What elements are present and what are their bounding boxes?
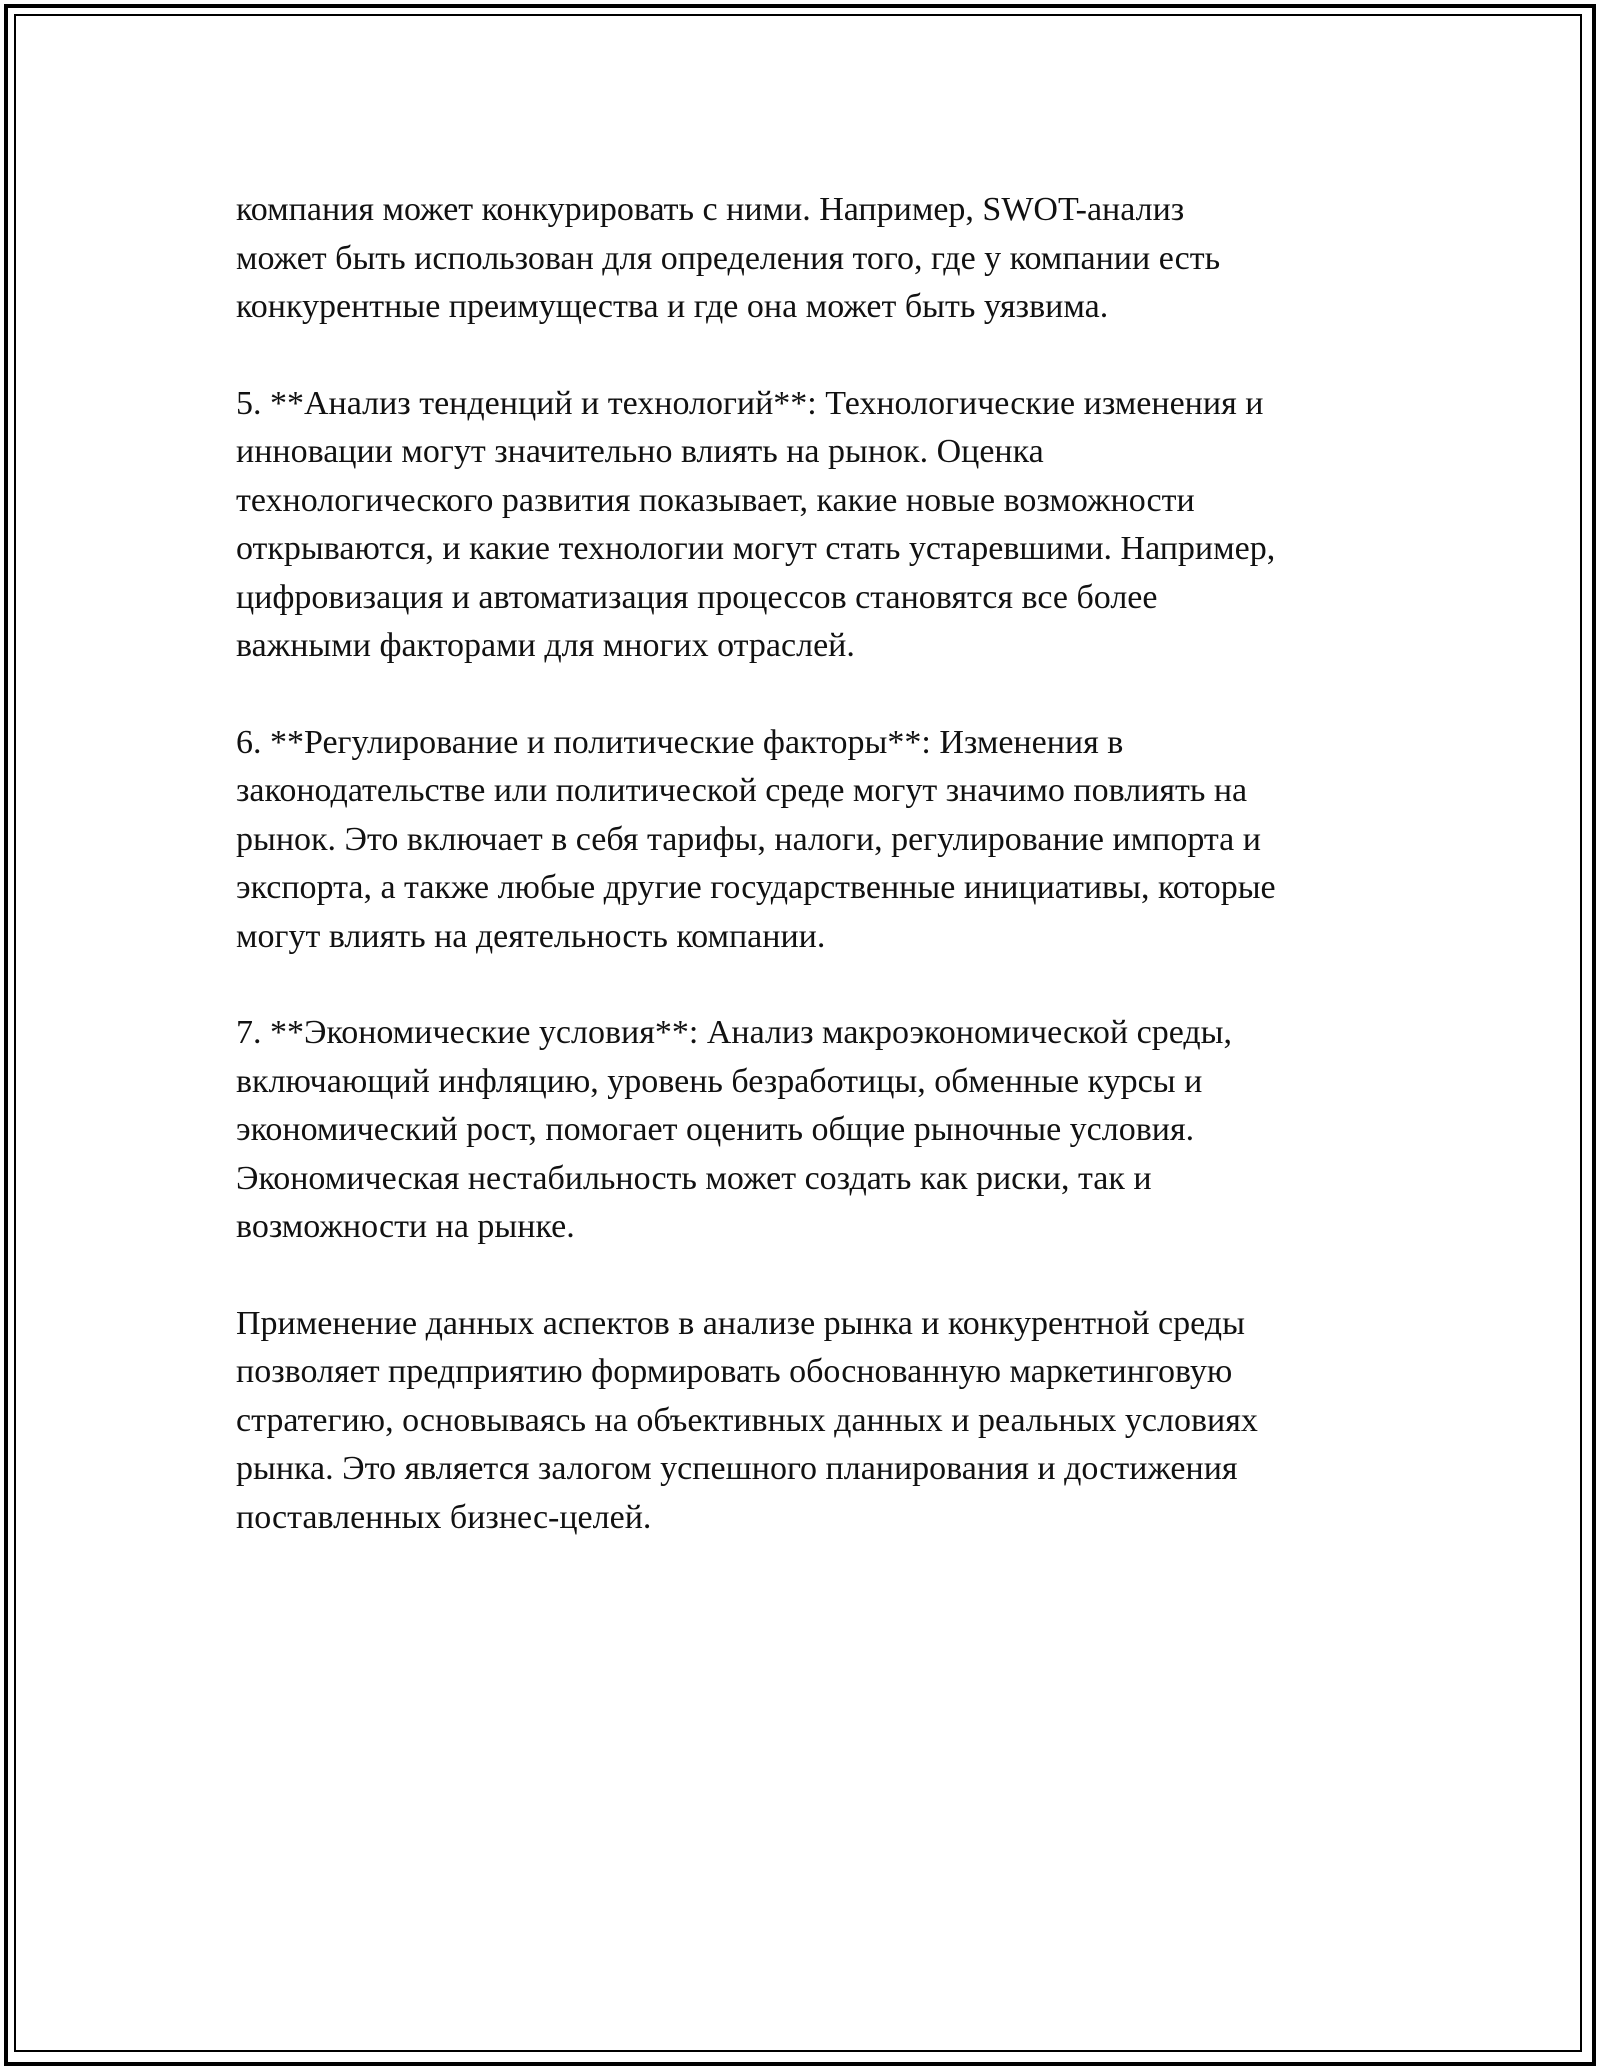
text-line: конкурентные преимущества и где она может быть уязвима. xyxy=(236,288,1109,325)
paragraph-economic-conditions xyxy=(236,1009,1376,1252)
text-line: может быть использован для определения того, где у компании есть xyxy=(236,239,1221,277)
paragraph-regulation-politics xyxy=(236,719,1376,962)
text-line: инновации могут значительно влиять на рынок. Оценка xyxy=(236,433,1044,470)
text-line: важными факторами для многих отраслей. xyxy=(236,627,855,664)
text-line: цифровизация и автоматизация процессов становятся все более xyxy=(236,578,1158,616)
paragraph-conclusion xyxy=(236,1300,1376,1543)
paragraph-intro-continuation xyxy=(236,186,1376,332)
text-line: экспорта, а также любые другие государственные инициативы, которые xyxy=(236,869,1276,906)
text-line: технологического развития показывает, какие новые возможности xyxy=(236,481,1195,519)
text-line: открываются, и какие технологии могут стать устаревшими. Например, xyxy=(236,530,1276,567)
text-line: законодательстве или политической среде могут значимо повлиять на xyxy=(236,772,1248,809)
text-line: рынка. Это является залогом успешного планирования и достижения xyxy=(236,1450,1238,1487)
text-line: включающий инфляцию, уровень безработицы, обменные курсы и xyxy=(236,1062,1203,1100)
paragraph-trends-technologies xyxy=(236,380,1376,671)
text-line: стратегию, основываясь на объективных данных и реальных условиях xyxy=(236,1401,1258,1439)
text-line: позволяет предприятию формировать обоснованную маркетинговую xyxy=(236,1353,1233,1390)
text-line: 7. **Экономические условия**: Анализ макроэкономической среды, xyxy=(236,1014,1232,1051)
text-line: могут влиять на деятельность компании. xyxy=(236,917,826,955)
text-line: экономический рост, помогает оценить общие рыночные условия. xyxy=(236,1111,1195,1148)
text-line: Экономическая нестабильность может создать как риски, так и xyxy=(236,1159,1152,1197)
text-line: 6. **Регулирование и политические факторы**: Изменения в xyxy=(236,723,1124,761)
text-line: возможности на рынке. xyxy=(236,1208,575,1245)
text-line: рынок. Это включает в себя тарифы, налоги, регулирование импорта и xyxy=(236,820,1261,858)
text-line: 5. **Анализ тенденций и технологий**: Технологические изменения и xyxy=(236,384,1264,422)
document-body xyxy=(236,186,1376,1590)
text-line: поставленных бизнес-целей. xyxy=(236,1498,652,1536)
text-line: компания может конкурировать с ними. Например, SWOT-анализ xyxy=(236,191,1185,228)
text-line: Применение данных аспектов в анализе рынка и конкурентной среды xyxy=(236,1304,1245,1342)
